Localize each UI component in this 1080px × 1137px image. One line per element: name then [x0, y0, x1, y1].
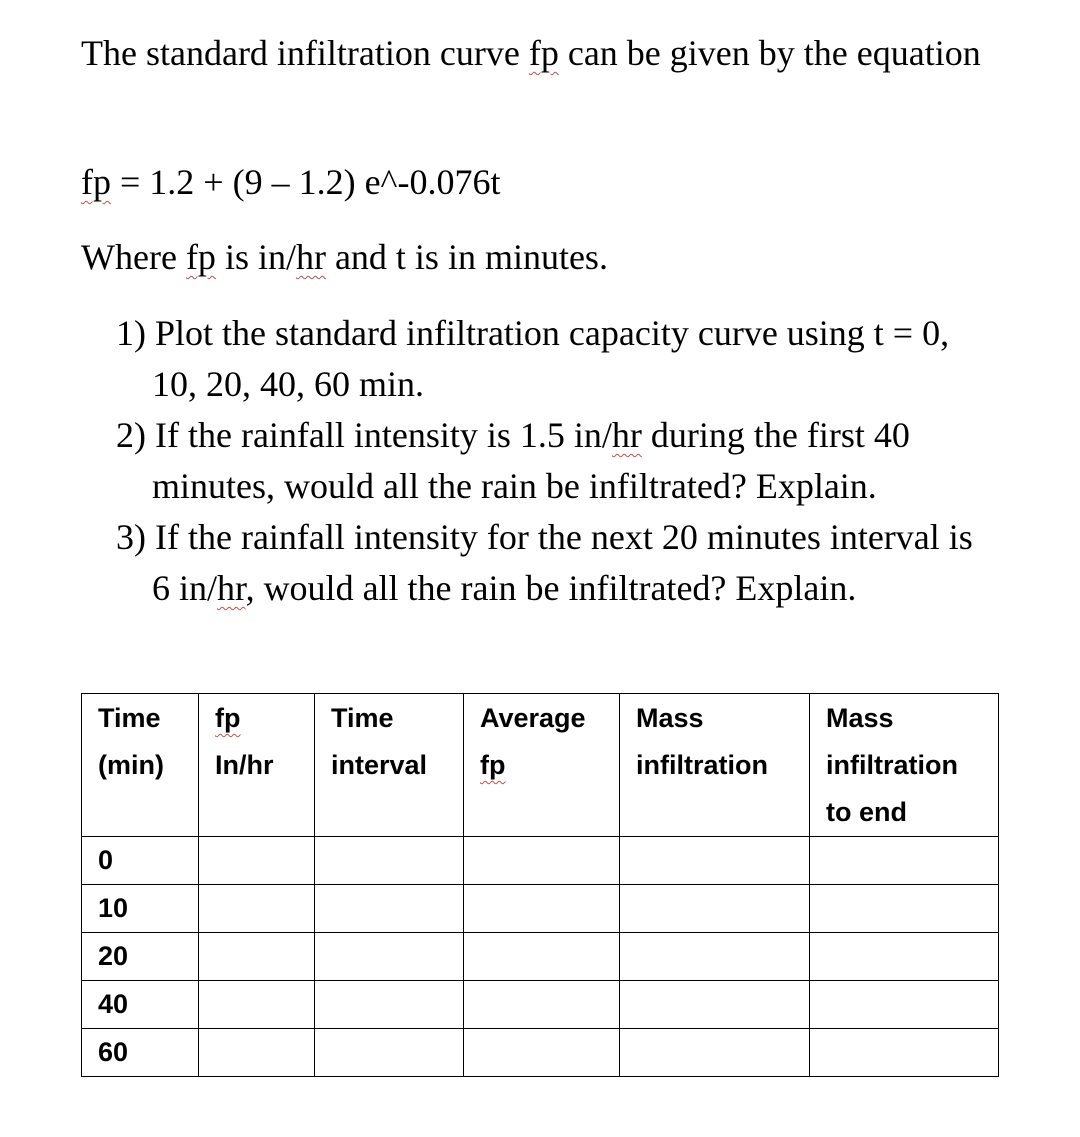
units-text-1: Where — [81, 237, 186, 277]
units-hr-term: hr — [295, 237, 326, 277]
equation-fp-term: fp — [81, 162, 111, 202]
header-average-line2: fp — [480, 750, 506, 780]
header-interval-line1: Time — [331, 703, 394, 733]
units-fp-term: fp — [185, 237, 216, 277]
mass-infiltration-cell — [620, 885, 810, 933]
infiltration-table — [81, 693, 999, 1077]
question-1-number: 1) — [116, 313, 155, 353]
header-mass-infiltration-to-end — [810, 694, 999, 837]
equation-expression: = 1.2 + (9 – 1.2) e^-0.076t — [111, 162, 501, 202]
fp-cell — [199, 981, 315, 1029]
units-text-3: and t is in minutes. — [325, 237, 608, 277]
time-cell: 60 — [82, 1029, 199, 1077]
header-average-fp — [464, 694, 620, 837]
average-fp-cell — [464, 837, 620, 885]
fp-cell — [199, 885, 315, 933]
header-time-line2: (min) — [98, 750, 164, 780]
mass-infiltration-cell — [620, 933, 810, 981]
question-2-hr-term: hr — [611, 415, 642, 455]
header-average-line1: Average — [480, 703, 586, 733]
units-text-2: is in/ — [215, 237, 296, 277]
header-mass-infiltration — [620, 694, 810, 837]
question-3-number: 3) — [116, 517, 155, 557]
question-list — [116, 308, 996, 614]
question-1 — [116, 308, 996, 410]
question-3-text-end: , would all the rain be infiltrated? Explain. — [245, 568, 857, 608]
average-fp-cell — [464, 981, 620, 1029]
units-statement — [81, 232, 608, 283]
intro-text-start: The standard infiltration curve — [81, 33, 529, 73]
interval-cell — [315, 981, 464, 1029]
intro-fp-term: fp — [528, 33, 559, 73]
time-cell: 0 — [82, 837, 199, 885]
average-fp-cell — [464, 1029, 620, 1077]
fp-cell — [199, 933, 315, 981]
question-2-number: 2) — [116, 415, 155, 455]
header-interval-line2: interval — [331, 750, 428, 780]
average-fp-cell — [464, 933, 620, 981]
table-row — [82, 933, 999, 981]
intro-paragraph — [81, 28, 981, 79]
question-1-text: Plot the standard infiltration capacity curve using t = 0, 10, 20, 40, 60 min. — [152, 313, 950, 404]
table-row — [82, 1029, 999, 1077]
question-2 — [116, 410, 996, 512]
fp-cell — [199, 1029, 315, 1077]
question-3-text-start: If the rainfall intensity for the next 20 minutes interval is 6 in/ — [152, 517, 973, 608]
time-cell: 40 — [82, 981, 199, 1029]
header-time — [82, 694, 199, 837]
average-fp-cell — [464, 885, 620, 933]
mass-to-end-cell — [810, 1029, 999, 1077]
table-row — [82, 885, 999, 933]
interval-cell — [315, 933, 464, 981]
mass-to-end-cell — [810, 981, 999, 1029]
mass-infiltration-cell — [620, 1029, 810, 1077]
interval-cell — [315, 1029, 464, 1077]
time-cell: 20 — [82, 933, 199, 981]
header-time-line1: Time — [98, 703, 161, 733]
header-time-interval — [315, 694, 464, 837]
header-mass-end-line1: Mass — [826, 703, 894, 733]
interval-cell — [315, 837, 464, 885]
question-2-text-start: If the rainfall intensity is 1.5 in/ — [155, 415, 612, 455]
time-cell: 10 — [82, 885, 199, 933]
header-mass-line1: Mass — [636, 703, 704, 733]
mass-infiltration-cell — [620, 837, 810, 885]
question-2-text-end: during the first 40 minutes, would all the rain be infiltrated? Explain. — [152, 415, 910, 506]
header-mass-end-line3: to end — [826, 797, 907, 827]
header-mass-end-line2: infiltration — [826, 750, 958, 780]
fp-cell — [199, 837, 315, 885]
mass-to-end-cell — [810, 885, 999, 933]
interval-cell — [315, 885, 464, 933]
question-3-hr-term: hr — [217, 568, 246, 608]
mass-to-end-cell — [810, 837, 999, 885]
mass-to-end-cell — [810, 933, 999, 981]
header-fp — [199, 694, 315, 837]
table-header-row — [82, 694, 999, 837]
table-row — [82, 837, 999, 885]
mass-infiltration-cell — [620, 981, 810, 1029]
header-fp-line1: fp — [215, 703, 241, 733]
table-row — [82, 981, 999, 1029]
question-3 — [116, 512, 996, 614]
infiltration-equation — [81, 157, 500, 208]
header-mass-line2: infiltration — [636, 750, 768, 780]
intro-text-end: can be given by the equation — [558, 33, 981, 73]
header-fp-line2: In/hr — [215, 750, 274, 780]
